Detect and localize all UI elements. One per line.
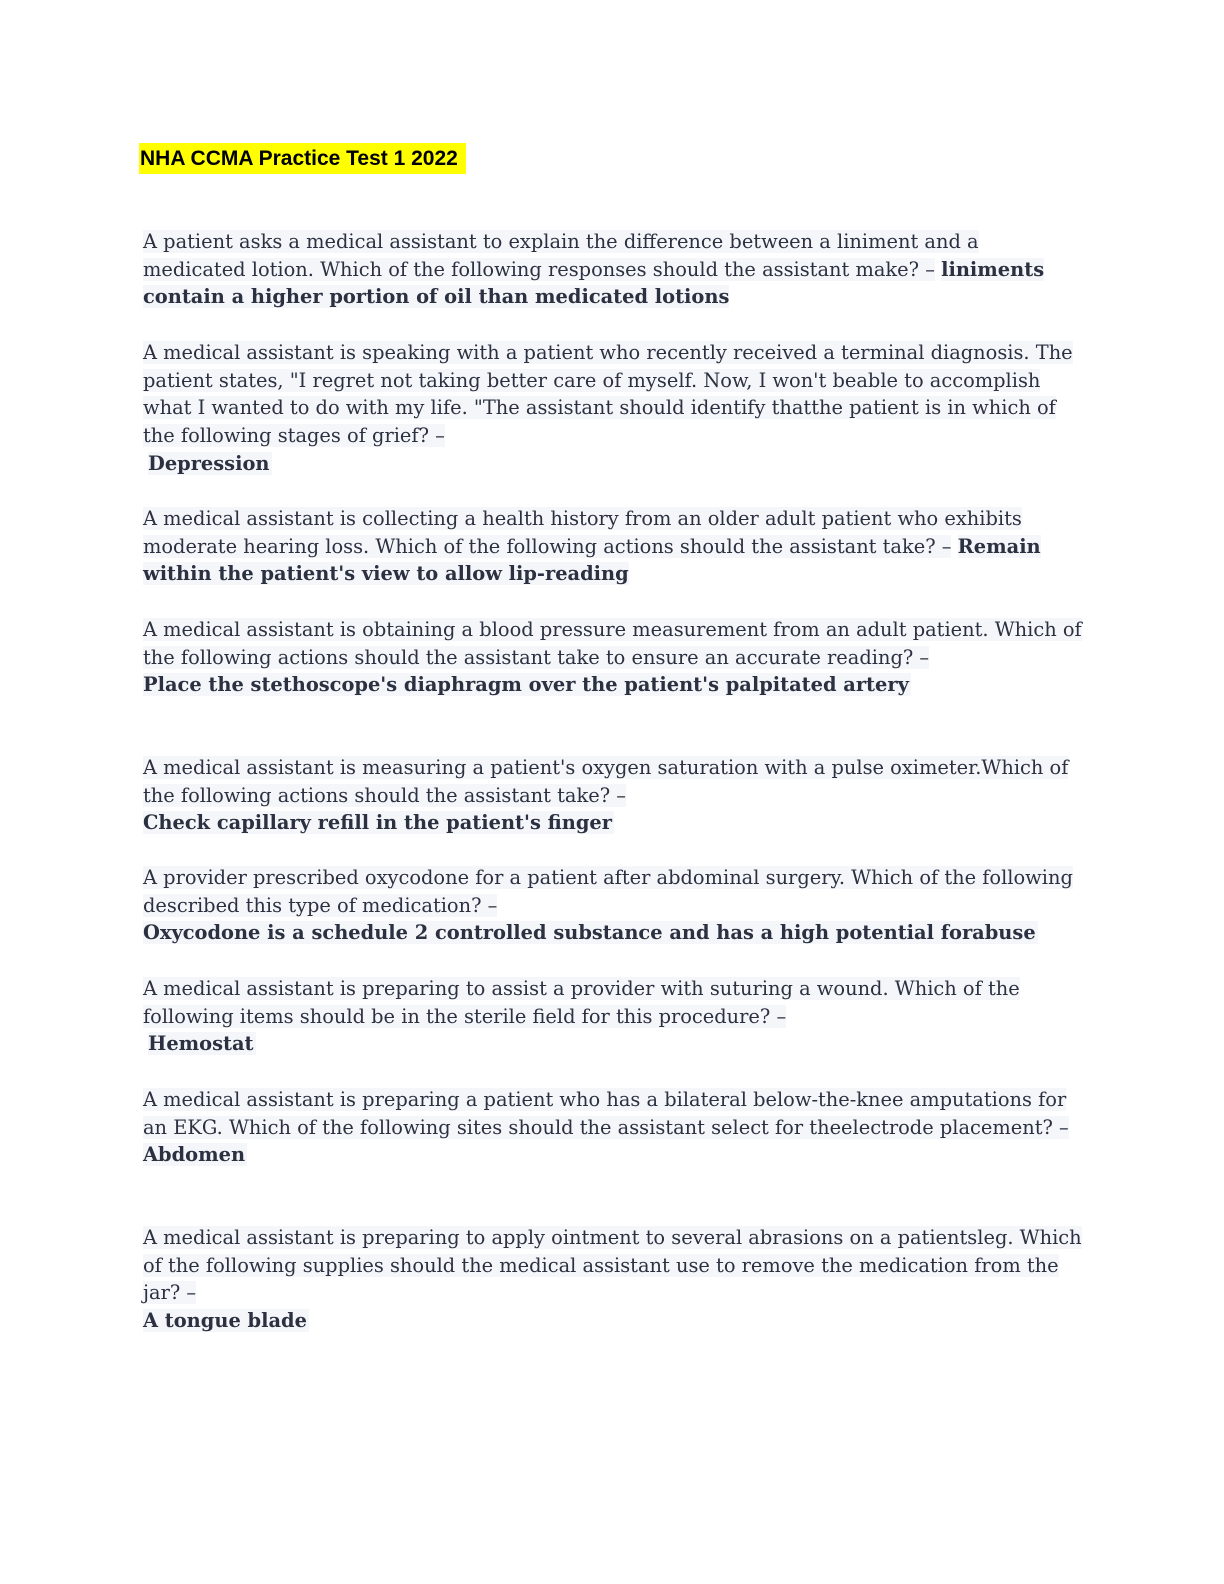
question-text: A provider prescribed oxycodone for a patient after abdominal surgery. Which of the following described this type of medication? – [143,866,1073,917]
question-item-3 [143,505,1083,588]
answer-block [143,809,1083,837]
question-text: A patient asks a medical assistant to explain the difference between a liniment and a medicated lotion. Which of the following responses should the assistant make? – [143,230,979,281]
question-item-4 [143,616,1083,699]
question-text: A medical assistant is preparing to apply ointment to several abrasions on a patientsleg. Which of the following supplies should the medical assistant use to remove the medication from the jar? – [143,1226,1082,1305]
answer-text: Abdomen [143,1143,246,1167]
answer-text: Depression [148,451,270,475]
answer-text: Place the stethoscope's diaphragm over the patient's palpitated artery [143,673,909,697]
question-item-2 [143,339,1083,478]
question-item-1 [143,228,1083,311]
answer-text: Remain within the patient's view to allow lip-reading [143,534,1041,586]
question-text: A medical assistant is speaking with a patient who recently received a terminal diagnosis. The patient states, "I regret not taking better care of myself. Now, I won't beable to accomplish what I wanted to do with my life. "The assistant should identify thatthe patient is in which of the following stages of grief? – [143,341,1073,448]
question-text: A medical assistant is preparing to assist a provider with suturing a wound. Which of the following items should be in the sterile field for this procedure? – [143,977,1020,1028]
answer-text: Check capillary refill in the patient's finger [143,811,612,835]
page-title: NHA CCMA Practice Test 1 2022 [139,143,466,174]
answer-block [143,1141,1083,1169]
answer-text: Oxycodone is a schedule 2 controlled substance and has a high potential forabuse [143,921,1036,945]
question-text: A medical assistant is collecting a health history from an older adult patient who exhibits moderate hearing loss. Which of the following actions should the assistant take? – [143,507,1022,558]
answer-block [143,671,1083,699]
answer-block [143,919,1083,947]
answer-text: Hemostat [148,1032,254,1056]
question-text: A medical assistant is obtaining a blood pressure measurement from an adult patient. Which of the following actions should the assistant take to ensure an accurate reading? – [143,618,1082,669]
question-item-8 [143,1086,1083,1169]
question-text: A medical assistant is measuring a patient's oxygen saturation with a pulse oximeter.Which of the following actions should the assistant take? – [143,756,1069,807]
answer-block [143,1307,1083,1335]
answer-text: A tongue blade [143,1309,307,1333]
question-item-7 [143,975,1083,1058]
answer-block [143,1030,1083,1058]
answer-text: liniments contain a higher portion of oil than medicated lotions [143,257,1045,309]
question-item-9 [143,1224,1083,1335]
question-text: A medical assistant is preparing a patient who has a bilateral below-the-knee amputations for an EKG. Which of the following sites should the assistant select for theelectrode placement? – [143,1088,1069,1139]
answer-block [143,450,1083,478]
question-item-5 [143,754,1083,837]
question-item-6 [143,864,1083,947]
